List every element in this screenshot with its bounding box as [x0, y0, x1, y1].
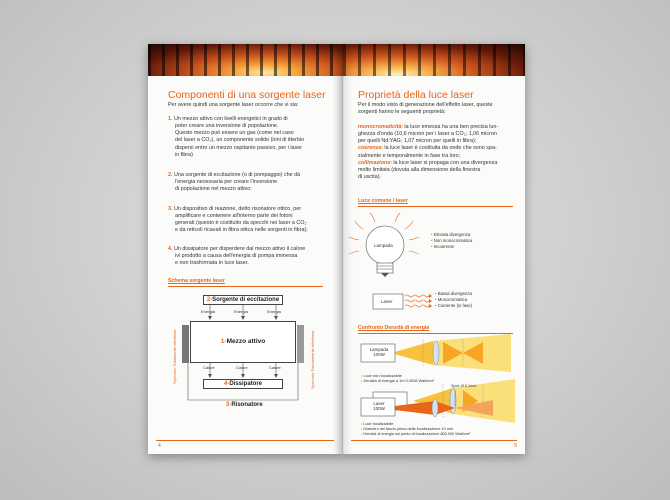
laser-density-notes: • Luce focalizzabile • Diametro del fascio prima della focalizzazione 10 mm • Densità di energia sul punto di focalizzazione 800.000 Watt/cm² [361, 422, 471, 436]
page-number-right: 5 [514, 443, 517, 449]
item-line: Un mezzo attivo con livelli energetici in grado di [174, 116, 288, 122]
laser-prop: Bassa divergenza [437, 291, 472, 296]
mirror-right-label: Specchio Parzialmente riflettente [310, 330, 315, 389]
pump-number: 2- [206, 297, 213, 303]
lamp100-line: 100W [373, 352, 385, 357]
note-line: Luce focalizzabile [363, 422, 394, 426]
item-line: ivi prodotto a causa dell'energia di pompa immessa [175, 253, 298, 260]
prop-line: : la luce laser si propaga con una divergenza [390, 159, 498, 166]
item-line: amplificare e contenere all'interno parte dei fotoni [175, 213, 293, 220]
dissipator-label: Dissipatore [229, 381, 263, 387]
lamp-density-notes: • Luce non focalizzabile • Densità di energia a 1m 0,0008 Watt/cm² [361, 373, 435, 384]
page-number-left: 4 [158, 443, 161, 449]
lamp-prop: Elevata divergenza [433, 232, 471, 237]
prop-line: ghezza d'onda (10,6 micron per i laser a CO₂; 1,06 micron [358, 131, 497, 138]
resonator-label [226, 402, 263, 408]
item-line: di popolazione nel mezzo attivo; [175, 186, 252, 193]
prop-line: : la luce laser è costituita da onde che sono spa- [381, 145, 497, 152]
lamp-label: Lampada [374, 243, 393, 248]
note-line: Densità di energia a 1m 0,0008 Watt/cm² [363, 378, 435, 384]
spot-label: Spot: Ø 0,1mm [451, 384, 477, 388]
left-heading: Componenti di una sorgente laser [168, 89, 326, 101]
footer-rule [351, 440, 517, 441]
energy-label: Energia [267, 309, 281, 314]
energy-label: Energia [201, 309, 215, 314]
medium-label: Mezzo attivo [226, 338, 266, 345]
item-line: del laser a CO₂), un componente solido (ioni di itterbio [175, 137, 305, 144]
prop-term: collimazione [358, 159, 391, 166]
item-line: l'energia necessaria per creare l'inversione [175, 179, 278, 186]
prop-line: : la luce emessa ha una ben precisa lun- [401, 124, 499, 130]
resonator-number: 3- [226, 402, 232, 408]
laser-properties: • Bassa divergenza • Monocromatica • Coerente (in fase) [435, 291, 473, 308]
dissipator-number: 4- [223, 381, 230, 387]
prop-term: monocromaticità [358, 124, 402, 130]
schema-title: Schema sorgente laser [168, 278, 225, 284]
prop-line: molto limitata (dovuta alla dimensione della finestra [358, 166, 481, 173]
laser-prop: Monocromatica [437, 296, 468, 302]
item-line: e non trasformata in luce laser. [175, 260, 249, 267]
item-line: Una sorgente di eccitazione (o di pompaggio) che dà [174, 172, 301, 178]
laser-label: Laser [381, 299, 393, 304]
intro-line: Per il modo visto di generazione dell'effetto laser, queste [358, 102, 493, 108]
dissipator-box [203, 379, 283, 389]
prop-line: di uscita). [358, 173, 382, 180]
medium-number: 1- [220, 338, 227, 345]
item-line: poter creare una inversione di popolazione. [175, 123, 279, 130]
lamp-properties: • Elevata divergenza • Non monocromatica • Incoerente [431, 232, 473, 249]
item-line: Un dispositivo di reazione, detto risonatore ottico, per [174, 206, 302, 212]
mirror-right-shape [297, 325, 304, 363]
item-line: Questo mezzo può essere un gas (come nel caso [175, 130, 294, 137]
pump-source-box [203, 295, 283, 305]
item-number: 3. [168, 206, 173, 212]
right-heading: Proprietà della luce laser [358, 89, 474, 101]
note-line: Luce non focalizzabile [363, 373, 402, 378]
laser-schema-diagram [148, 44, 343, 454]
resonator-text: Risonatore [231, 402, 263, 408]
left-intro: Per avere quindi una sorgente laser occorre che vi sia: [168, 102, 299, 108]
item-line: in fibra) [175, 151, 193, 158]
note-line: Densità di energia sul punto di focalizzazione 800.000 Watt/cm² [363, 431, 471, 436]
prop-line: zialmente e temporalmente in fase tra loro; [358, 152, 461, 159]
density-diagrams [343, 44, 525, 454]
item-line: dispersi entro un mezzo ospitante passivo, per i laser [175, 144, 303, 151]
laser100-line: Laser [373, 401, 385, 406]
footer-rule [156, 440, 334, 441]
mirror-left-label: Specchio Totalmente riflettente [172, 329, 177, 384]
prop-line: per quelli Nd:YAG; 1,07 micron per quelli in fibra); [358, 138, 477, 145]
item-number: 1. [168, 116, 173, 122]
left-page [148, 44, 343, 454]
lamp100-line: Lampada [369, 347, 389, 352]
lamp-prop: Incoerente [433, 243, 455, 249]
pump-label: Sorgente di eccitazione [212, 297, 280, 303]
item-line: Un dissipatore per disperdere dal mezzo attivo il calore [174, 246, 306, 252]
laser-prop: Coerente (in fase) [437, 302, 473, 308]
lamp-prop: Non monocromatica [433, 237, 473, 243]
item-line: e da reticoli ricavati in fibra ottica nelle sorgenti in fibra); [175, 227, 308, 234]
note-line: Diametro del fascio prima della focalizzazione 10 mm [363, 426, 454, 431]
energy-label: Energia [234, 309, 248, 314]
right-page [343, 44, 525, 454]
intro-line: sorgenti hanno le seguenti proprietà: [358, 109, 446, 116]
heat-label: Calore [236, 365, 248, 370]
lamp-100w-label [367, 347, 391, 357]
item-line: generati (questo è costituito da specchi nei laser a CO₂ [175, 220, 307, 227]
laser-100w-label [367, 401, 391, 411]
density-title: Confronto Densità di energia [358, 325, 430, 331]
mirror-left-shape [182, 325, 189, 363]
active-medium-box [190, 321, 296, 363]
heat-label: Calore [269, 365, 281, 370]
laser100-line: 100W [373, 406, 385, 411]
item-number: 4. [168, 246, 173, 252]
prop-term: coerenza [358, 145, 382, 152]
item-number: 2. [168, 172, 173, 178]
heat-label: Calore [203, 365, 215, 370]
comparison-title: Luce comune / laser [358, 198, 408, 204]
